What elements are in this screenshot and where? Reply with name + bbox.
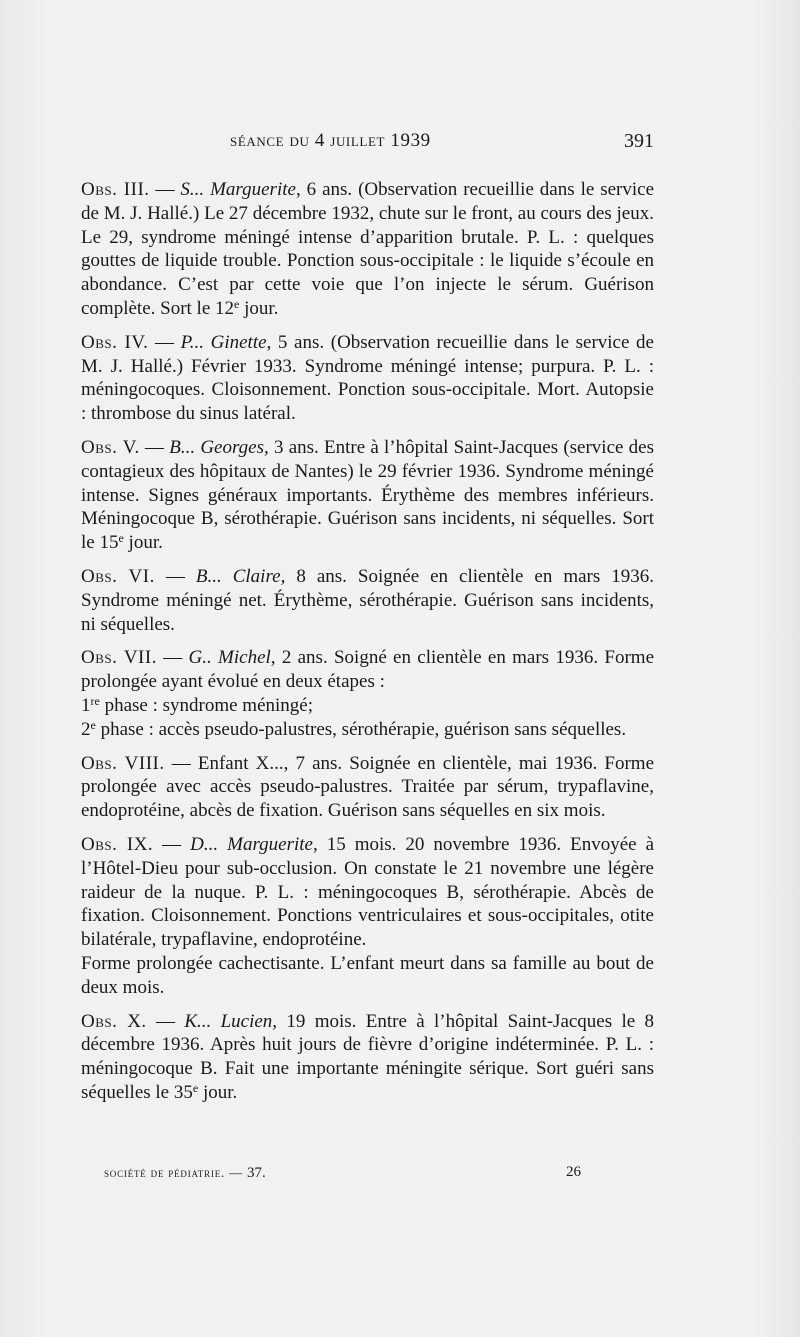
obs-dash: — — [149, 179, 181, 200]
obs-label: Obs. IV. — [81, 331, 149, 353]
obs-paragraph-2: Forme prolongée cachectisante. L’enfant meurt dans sa famille au bout de deux mois. — [81, 952, 654, 998]
footer-volume: 37. — [246, 1165, 266, 1181]
obs-text: 2 ans. Soigné en clientèle en mars 1936. Forme prolongée ayant évolué en deux étapes : — [81, 647, 655, 693]
observation-6 — [62, 565, 654, 636]
obs-tail: jour. — [239, 297, 279, 319]
obs-tail: jour. — [198, 1081, 238, 1103]
obs-label: Obs. X. — [81, 1010, 147, 1032]
observation-5 — [62, 436, 654, 555]
patient-name: D... Marguerite, — [190, 833, 318, 855]
phase-2 — [62, 718, 654, 742]
phase-text: phase : syndrome méningé; — [99, 694, 314, 716]
obs-text: 5 ans. (Observation recueillie dans le service de M. J. Hallé.) Février 1933. Syndrome méningé intense; purpura. P. L. : méningocoques. Cloisonnement. Ponction sous-occipitale. Mort. Autopsie : thrombose du sinus latéral. — [81, 331, 654, 425]
obs-label: Obs. VIII. — [81, 752, 165, 774]
superscript: e — [90, 717, 96, 732]
body-text — [62, 178, 654, 1105]
superscript: e — [118, 531, 124, 546]
page-footer — [62, 1165, 654, 1189]
patient-name: B... Claire, — [195, 565, 286, 587]
footer-society — [104, 1165, 266, 1182]
obs-dash: — — [153, 833, 191, 855]
obs-tail: jour. — [123, 532, 163, 554]
phase-1 — [62, 694, 654, 718]
obs-text: 19 mois. Entre à l’hôpital Saint-Jacques le 8 décembre 1936. Après huit jours de fièvre d’origine indéterminée. P. L. : méningocoque B. Fait une importante méningite sérique. Sort guéri sans séquelles le 35 — [81, 1010, 655, 1103]
patient-name: Enfant X..., — [197, 752, 289, 774]
observation-3 — [62, 178, 654, 321]
observation-10 — [62, 1010, 654, 1105]
obs-label: Obs. III. — [81, 179, 150, 200]
obs-dash: — — [156, 647, 189, 669]
running-head-title: séance du 4 juillet 1939 — [230, 130, 431, 151]
phase-number: 2 — [81, 718, 91, 740]
obs-text: 6 ans. (Observation recueillie dans le service de M. J. Hallé.) Le 27 décembre 1932, chute sur le front, au cours des jeux. Le 29, syndrome méningé intense d’apparition brutale. P. L. : quelques gouttes de liquide trouble. Ponction sous-occipitale : le liquide s’écoule en abondance. C’est par cette voie que l’on injecte le sérum. Guérison complète. Sort le 12 — [81, 179, 655, 319]
observation-9 — [62, 833, 654, 1000]
obs-dash: — — [164, 752, 198, 774]
obs-label: Obs. VI. — [81, 565, 155, 587]
superscript: e — [192, 1080, 199, 1095]
obs-paragraph — [62, 833, 654, 952]
obs-label: Obs. V. — [81, 436, 140, 458]
footer-society-name: société de pédiatrie. — — [104, 1165, 247, 1180]
patient-name: S... Marguerite, — [180, 179, 301, 200]
obs-text: 7 ans. Soignée en clientèle, mai 1936. Forme prolongée avec accès pseudo-palustres. Traitée par sérum, trypaflavine, endoprotéine, abcès de fixation. Guérison sans séquelles en six mois. — [81, 752, 655, 822]
obs-label: Obs. VII. — [81, 647, 157, 669]
obs-text: 3 ans. Entre à l’hôpital Saint-Jacques (service des contagieux des hôpitaux de Nantes) le 29 février 1936. Syndrome méningé intense. Signes généraux importants. Érythème des membres inférieurs. Méningocoque B, sérothérapie. Guérison sans incidents, ni séquelles. Sort le 15 — [81, 436, 654, 554]
obs-dash: — — [146, 1010, 185, 1032]
obs-dash: — — [139, 436, 170, 458]
patient-name: G.. Michel, — [188, 647, 276, 669]
footer-signature: 26 — [566, 1164, 581, 1180]
obs-text: 8 ans. Soignée en clientèle en mars 1936. Syndrome méningé net. Érythème, sérothérapie. Guérison sans incidents, ni séquelles. — [81, 565, 655, 635]
obs-dash: — — [154, 565, 196, 587]
superscript: e — [234, 296, 240, 311]
observation-8 — [62, 752, 654, 823]
patient-name: P... Ginette, — [180, 331, 272, 353]
phase-text: phase : accès pseudo-palustres, sérothérapie, guérison sans séquelles. — [95, 718, 627, 740]
patient-name: K... Lucien, — [184, 1010, 278, 1032]
patient-name: B... Georges, — [169, 436, 269, 458]
page-number: 391 — [624, 130, 654, 152]
running-head — [62, 130, 654, 160]
phase-number: 1 — [81, 694, 91, 716]
superscript: re — [90, 693, 100, 708]
observation-4 — [62, 331, 654, 426]
observation-7 — [62, 646, 654, 741]
obs-label: Obs. IX. — [81, 833, 154, 855]
obs-text: 15 mois. 20 novembre 1936. Envoyée à l’Hôtel-Dieu pour sub-occlusion. On constate le 21 novembre une légère raideur de la nuque. P. L. : méningocoques B, sérothérapie. Abcès de fixation. Cloisonnement. Ponctions ventriculaires et sous-occipitales, otite bilatérale, trypaflavine, endoprotéine. — [81, 833, 655, 951]
obs-intro — [62, 646, 654, 694]
obs-dash: — — [148, 331, 181, 353]
